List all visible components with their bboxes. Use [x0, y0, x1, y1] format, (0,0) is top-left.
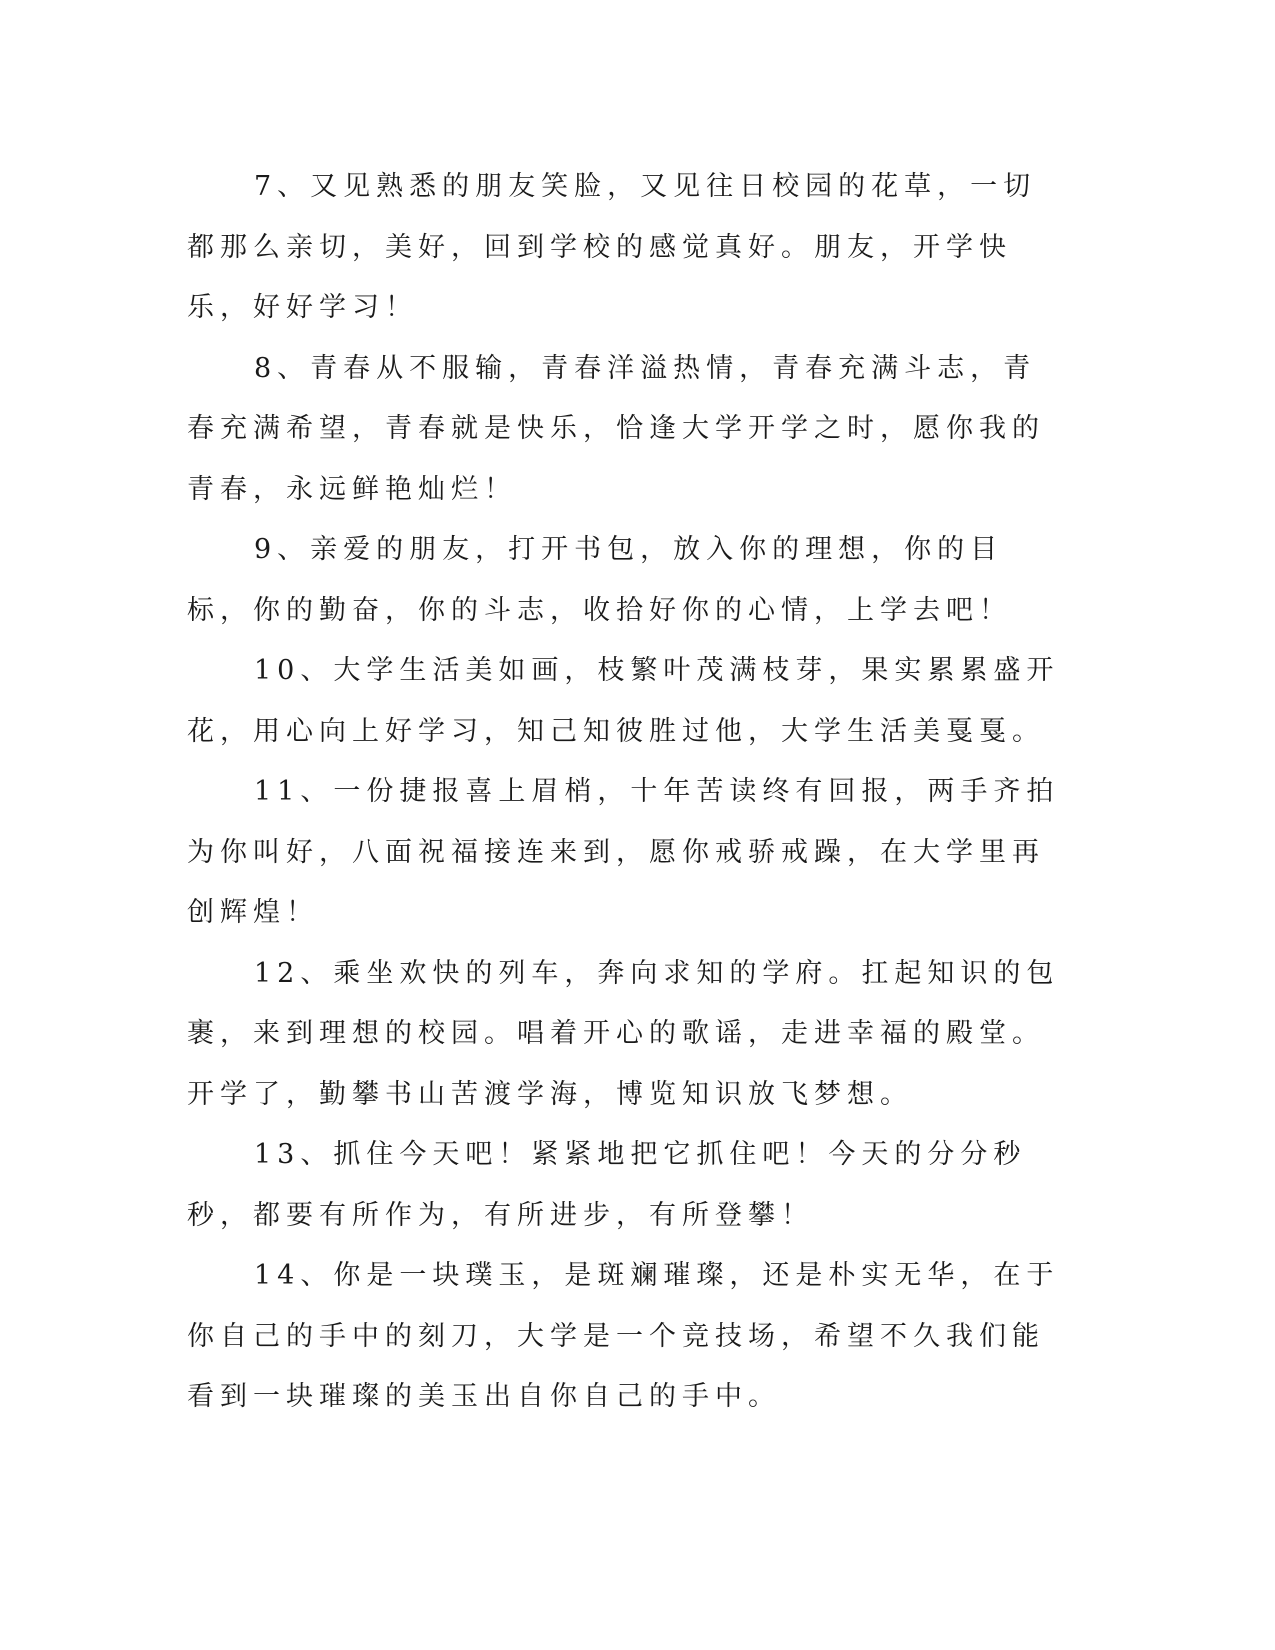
- paragraph-14: 14、你是一块璞玉，是斑斓璀璨，还是朴实无华，在于你自己的手中的刻刀，大学是一个竞技场，希望不久我们能看到一块璀璨的美玉出自你自己的手中。: [187, 1260, 1060, 1412]
- paragraph-12: 12、乘坐欢快的列车，奔向求知的学府。扛起知识的包裹，来到理想的校园。唱着开心的歌谣，走进幸福的殿堂。开学了，勤攀书山苦渡学海，博览知识放飞梦想。: [187, 957, 1060, 1110]
- paragraph-13: 13、抓住今天吧！紧紧地把它抓住吧！今天的分分秒秒，都要有所作为，有所进步，有所登攀！: [187, 1139, 1027, 1231]
- paragraph-7: 7、又见熟悉的朋友笑脸，又见往日校园的花草，一切都那么亲切，美好，回到学校的感觉真好。朋友，开学快乐，好好学习！: [187, 171, 1037, 323]
- paragraph-9: 9、亲爱的朋友，打开书包，放入你的理想，你的目标，你的勤奋，你的斗志，收拾好你的心情，上学去吧！: [187, 534, 1012, 626]
- paragraph-8: 8、青春从不服输，青春洋溢热情，青春充满斗志，青春充满希望，青春就是快乐，恰逢大学开学之时，愿你我的青春，永远鲜艳灿烂！: [187, 352, 1045, 505]
- paragraph-11: 11、一份捷报喜上眉梢，十年苦读终有回报，两手齐拍为你叫好，八面祝福接连来到，愿你戒骄戒躁，在大学里再创辉煌！: [187, 776, 1060, 928]
- paragraph-10: 10、大学生活美如画，枝繁叶茂满枝芽，果实累累盛开花，用心向上好学习，知己知彼胜过他，大学生活美戛戛。: [187, 655, 1060, 747]
- document-body: [187, 157, 1067, 1428]
